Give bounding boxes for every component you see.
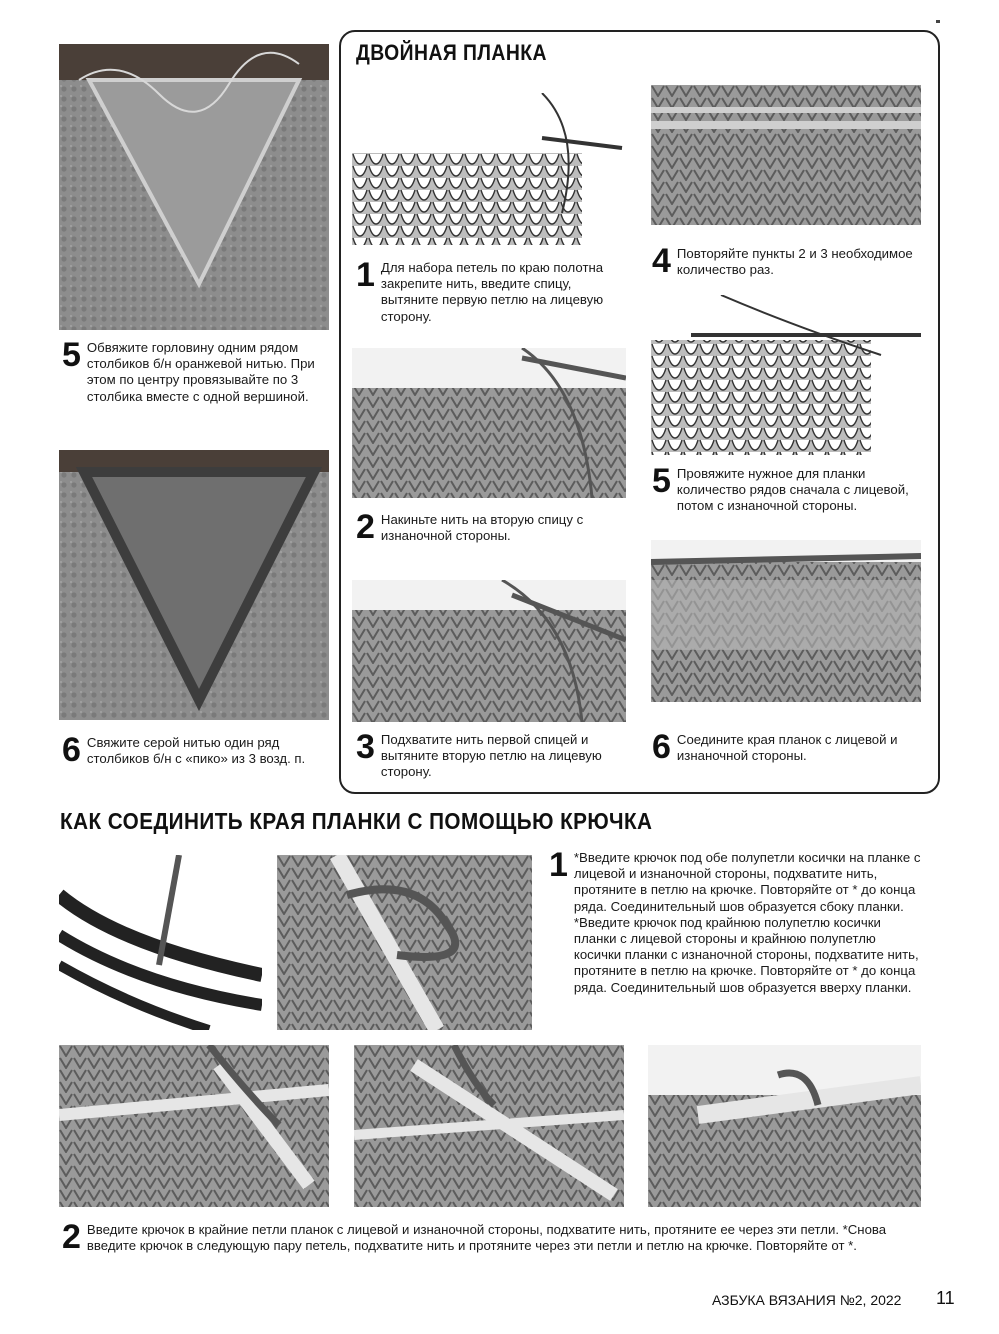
hook-step-2 bbox=[62, 1218, 922, 1256]
step-number: 4 bbox=[652, 242, 671, 280]
double-step-3 bbox=[356, 728, 628, 781]
step-text: Свяжите серой нитью один ряд столбиков б/н с «пико» из 3 возд. п. bbox=[86, 735, 306, 767]
hook-illustration-5 bbox=[648, 1045, 921, 1207]
step-number: 2 bbox=[62, 1218, 81, 1256]
step-number: 2 bbox=[356, 508, 375, 546]
step-text: Повторяйте пункты 2 и 3 необходимое количество раз. bbox=[676, 246, 913, 278]
magazine-footer: АЗБУКА ВЯЗАНИЯ №2, 2022 bbox=[712, 1292, 902, 1308]
double-step-2 bbox=[356, 508, 628, 546]
step-number: 5 bbox=[652, 462, 671, 500]
double-step-5 bbox=[652, 462, 924, 515]
corner-mark bbox=[936, 20, 940, 23]
left-step-6 bbox=[62, 731, 337, 769]
step-text: Провяжите нужное для планки количество рядов сначала с лицевой, потом с изнаночной стороны. bbox=[676, 466, 909, 514]
page-number: 11 bbox=[936, 1288, 955, 1308]
hook-step-1 bbox=[549, 846, 924, 996]
left-step-5 bbox=[62, 336, 332, 405]
double-band-illustration-1 bbox=[352, 93, 626, 245]
step-number: 5 bbox=[62, 336, 81, 374]
step-number: 1 bbox=[356, 256, 375, 294]
double-band-illustration-4 bbox=[651, 85, 921, 225]
hook-illustration-3 bbox=[59, 1045, 329, 1207]
step-number: 3 bbox=[356, 728, 375, 766]
step-text: Накиньте нить на вторую спицу с изнаночной стороны. bbox=[380, 512, 584, 544]
step-text: *Введите крючок под обе полупетли косички на планке с лицевой и изнаночной стороны, подхватите нить, протяните в петлю на крючке. Повторяйте от * до конца ряда. Соединительный шов образуется сбоку планки. *Введите крючок под крайнюю полупетлю косички планки с лицевой стороны и крайнюю полупетлю косички планки с изнаночной стороны, подхватите нить, протяните в петлю на крючке. Повторяйте от * до конца ряда. Соединительный шов образуется вверху планки. bbox=[573, 850, 921, 995]
step-number: 6 bbox=[652, 728, 671, 766]
double-step-1 bbox=[356, 256, 628, 325]
hook-illustration-2 bbox=[277, 855, 532, 1030]
double-band-illustration-2 bbox=[352, 348, 626, 498]
step-number: 1 bbox=[549, 846, 568, 884]
section-title: КАК СОЕДИНИТЬ КРАЯ ПЛАНКИ С ПОМОЩЬЮ КРЮЧКА bbox=[60, 808, 653, 834]
neckline-photo-1 bbox=[59, 44, 329, 330]
hook-illustration-1 bbox=[59, 855, 262, 1030]
double-band-illustration-6 bbox=[651, 540, 921, 702]
step-text: Обвяжите горловину одним рядом столбиков б/н оранжевой нитью. При этом по центру провязывайте по 3 столбика вместе с одной вершиной. bbox=[86, 340, 315, 404]
panel-title: ДВОЙНАЯ ПЛАНКА bbox=[356, 40, 547, 65]
step-number: 6 bbox=[62, 731, 81, 769]
hook-illustration-4 bbox=[354, 1045, 624, 1207]
neckline-photo-2 bbox=[59, 450, 329, 720]
double-step-6 bbox=[652, 728, 924, 766]
step-text: Подхватите нить первой спицей и вытяните вторую петлю на лицевую сторону. bbox=[380, 732, 602, 780]
step-text: Введите крючок в крайние петли планок с лицевой и изнаночной стороны, подхватите нить, протяните ее через эти петли. *Снова введите крючок в следующую пару петель, подхватите нить и протяните через эти петли и петлю на крючке. Повторяйте от *. bbox=[86, 1222, 887, 1254]
step-text: Соедините края планок с лицевой и изнаночной стороны. bbox=[676, 732, 898, 764]
double-step-4 bbox=[652, 242, 924, 280]
step-text: Для набора петель по краю полотна закрепите нить, введите спицу, вытяните первую петлю на лицевую сторону. bbox=[380, 260, 604, 324]
double-band-illustration-3 bbox=[352, 580, 626, 722]
double-band-illustration-5 bbox=[651, 295, 921, 455]
